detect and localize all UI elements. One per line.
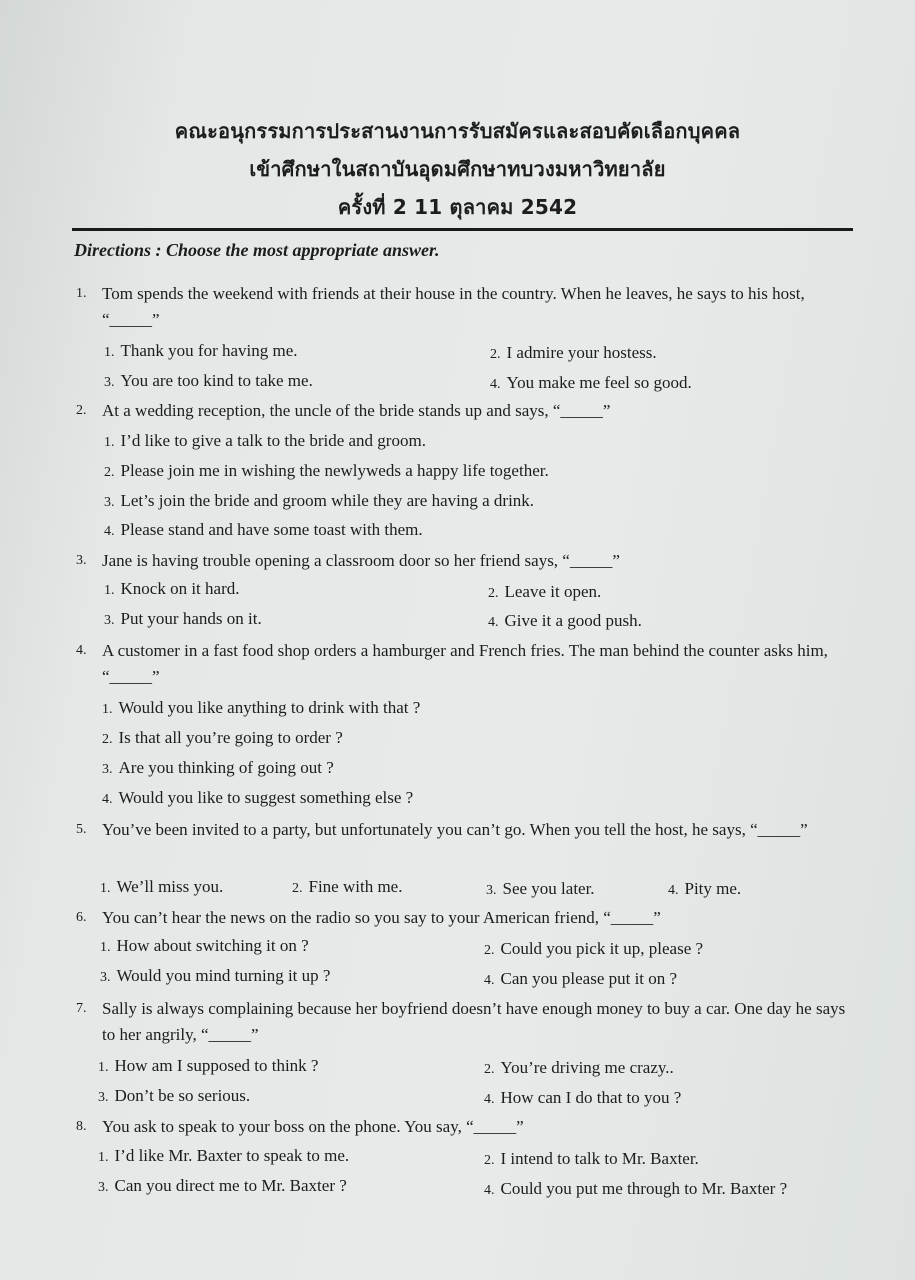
question-number: 6.: [76, 910, 87, 925]
option-number: 1.: [98, 1150, 109, 1165]
option-text: You make me feel so good.: [506, 373, 692, 392]
option-3-3[interactable]: [104, 607, 262, 633]
option-text: How can I do that to you ?: [500, 1088, 682, 1107]
question-number: 3.: [76, 553, 87, 568]
question-stem: Jane is having trouble opening a classroom door so her friend says, “_____”: [102, 551, 620, 570]
option-5-1[interactable]: [100, 875, 223, 901]
option-number: 2.: [488, 586, 499, 601]
option-7-3[interactable]: [98, 1084, 250, 1110]
question-stem: Sally is always complaining because her boyfriend doesn’t have enough money to buy a car. One day he says to her angrily, “_____”: [102, 999, 846, 1044]
option-6-3[interactable]: [100, 964, 330, 990]
option-number: 3.: [104, 495, 115, 510]
option-number: 4.: [668, 883, 679, 898]
option-text: Could you put me through to Mr. Baxter ?: [500, 1179, 788, 1198]
question-stem: A customer in a fast food shop orders a hamburger and French fries. The man behind the counter asks him, “_____”: [102, 641, 828, 686]
option-text: We’ll miss you.: [116, 877, 224, 896]
option-text: You are too kind to take me.: [120, 371, 313, 390]
option-1-1[interactable]: [104, 339, 298, 365]
header-date: ครั้งที่ 2 11 ตุลาคม 2542: [337, 195, 578, 219]
option-number: 3.: [486, 883, 497, 898]
option-number: 4.: [102, 792, 113, 807]
option-text: Leave it open.: [504, 582, 602, 601]
question-2: [76, 398, 856, 424]
question-4: [76, 638, 856, 690]
option-text: Is that all you’re going to order ?: [118, 728, 343, 747]
question-stem: You’ve been invited to a party, but unfortunately you can’t go. When you tell the host, he says, “_____”: [102, 820, 808, 839]
question-number: 8.: [76, 1119, 87, 1134]
option-6-4[interactable]: [484, 967, 677, 993]
option-text: Would you mind turning it up ?: [116, 966, 331, 985]
option-text: Don’t be so serious.: [114, 1086, 251, 1105]
question-3: [76, 548, 856, 574]
option-6-1[interactable]: [100, 934, 309, 960]
option-7-2[interactable]: [484, 1056, 674, 1082]
option-text: You’re driving me crazy..: [500, 1058, 674, 1077]
option-number: 1.: [98, 1060, 109, 1075]
option-number: 3.: [100, 970, 111, 985]
option-3-4[interactable]: [488, 609, 642, 635]
question-number: 5.: [76, 822, 87, 837]
option-7-1[interactable]: [98, 1054, 318, 1080]
option-number: 1.: [104, 435, 115, 450]
option-number: 3.: [102, 762, 113, 777]
option-text: Give it a good push.: [504, 611, 642, 630]
option-text: I intend to talk to Mr. Baxter.: [500, 1149, 699, 1168]
question-7: [76, 996, 856, 1048]
option-text: Put your hands on it.: [120, 609, 262, 628]
option-number: 4.: [484, 973, 495, 988]
question-number: 7.: [76, 1001, 87, 1016]
option-number: 2.: [484, 1153, 495, 1168]
option-number: 3.: [98, 1090, 109, 1105]
option-5-4[interactable]: [668, 877, 741, 903]
option-number: 1.: [102, 702, 113, 717]
option-number: 2.: [484, 1062, 495, 1077]
option-text: Pity me.: [684, 879, 742, 898]
option-8-1[interactable]: [98, 1144, 349, 1170]
question-stem: Tom spends the weekend with friends at their house in the country. When he leaves, he says to his host, “_____”: [102, 284, 805, 329]
option-text: I’d like to give a talk to the bride and groom.: [120, 431, 426, 450]
option-text: Please stand and have some toast with them.: [120, 520, 423, 539]
option-text: Let’s join the bride and groom while they are having a drink.: [120, 491, 535, 510]
option-text: Please join me in wishing the newlyweds a happy life together.: [120, 461, 549, 480]
option-3-2[interactable]: [488, 580, 601, 606]
option-number: 1.: [100, 881, 111, 896]
option-1-2[interactable]: [490, 341, 657, 367]
option-8-2[interactable]: [484, 1147, 699, 1173]
option-number: 2.: [104, 465, 115, 480]
option-text: I’d like Mr. Baxter to speak to me.: [114, 1146, 350, 1165]
question-8: [76, 1114, 856, 1140]
option-number: 1.: [104, 345, 115, 360]
question-stem: At a wedding reception, the uncle of the bride stands up and says, “_____”: [102, 401, 611, 420]
option-number: 3.: [98, 1180, 109, 1195]
option-text: Knock on it hard.: [120, 579, 240, 598]
question-5: [76, 817, 856, 843]
option-4-2[interactable]: [102, 726, 343, 752]
header-committee: คณะอนุกรรมการประสานงานการรับสมัครและสอบคัดเลือกบุคคล: [174, 119, 741, 143]
option-number: 2.: [102, 732, 113, 747]
question-number: 4.: [76, 643, 87, 658]
question-stem: You can’t hear the news on the radio so you say to your American friend, “_____”: [102, 908, 661, 927]
option-text: How am I supposed to think ?: [114, 1056, 319, 1075]
option-8-3[interactable]: [98, 1174, 347, 1200]
option-8-4[interactable]: [484, 1177, 787, 1203]
option-text: Thank you for having me.: [120, 341, 298, 360]
directions: Directions : Choose the most appropriate answer.: [74, 240, 440, 260]
option-number: 4.: [488, 615, 499, 630]
option-text: Would you like anything to drink with that ?: [118, 698, 421, 717]
option-number: 3.: [104, 375, 115, 390]
option-5-3[interactable]: [486, 877, 595, 903]
question-stem: You ask to speak to your boss on the phone. You say, “_____”: [102, 1117, 524, 1136]
option-text: Can you please put it on ?: [500, 969, 678, 988]
option-text: Could you pick it up, please ?: [500, 939, 704, 958]
option-3-1[interactable]: [104, 577, 239, 603]
option-text: Fine with me.: [308, 877, 403, 896]
option-number: 4.: [490, 377, 501, 392]
option-number: 4.: [484, 1183, 495, 1198]
option-number: 3.: [104, 613, 115, 628]
question-1: [76, 281, 856, 333]
option-text: Can you direct me to Mr. Baxter ?: [114, 1176, 347, 1195]
option-6-2[interactable]: [484, 937, 703, 963]
option-text: Would you like to suggest something else ?: [118, 788, 414, 807]
option-4-3[interactable]: [102, 756, 334, 782]
option-1-4[interactable]: [490, 371, 692, 397]
option-4-1[interactable]: [102, 696, 420, 722]
question-6: [76, 905, 856, 931]
question-number: 2.: [76, 403, 87, 418]
option-4-4[interactable]: [102, 786, 413, 812]
option-text: I admire your hostess.: [506, 343, 657, 362]
option-7-4[interactable]: [484, 1086, 681, 1112]
option-number: 4.: [484, 1092, 495, 1107]
question-number: 1.: [76, 286, 87, 301]
option-number: 1.: [100, 940, 111, 955]
option-number: 2.: [484, 943, 495, 958]
option-number: 2.: [490, 347, 501, 362]
option-number: 1.: [104, 583, 115, 598]
header-divider: [72, 228, 853, 231]
header-institution: เข้าศึกษาในสถาบันอุดมศึกษาทบวงมหาวิทยาลัย: [249, 157, 666, 181]
option-text: Are you thinking of going out ?: [118, 758, 334, 777]
option-2-3[interactable]: [104, 489, 534, 515]
option-2-1[interactable]: [104, 429, 426, 455]
option-2-2[interactable]: [104, 459, 549, 485]
option-text: See you later.: [502, 879, 595, 898]
option-1-3[interactable]: [104, 369, 313, 395]
exam-header: [0, 112, 915, 226]
option-number: 4.: [104, 524, 115, 539]
option-5-2[interactable]: [292, 875, 402, 901]
option-text: How about switching it on ?: [116, 936, 309, 955]
option-number: 2.: [292, 881, 303, 896]
option-2-4[interactable]: [104, 518, 423, 544]
